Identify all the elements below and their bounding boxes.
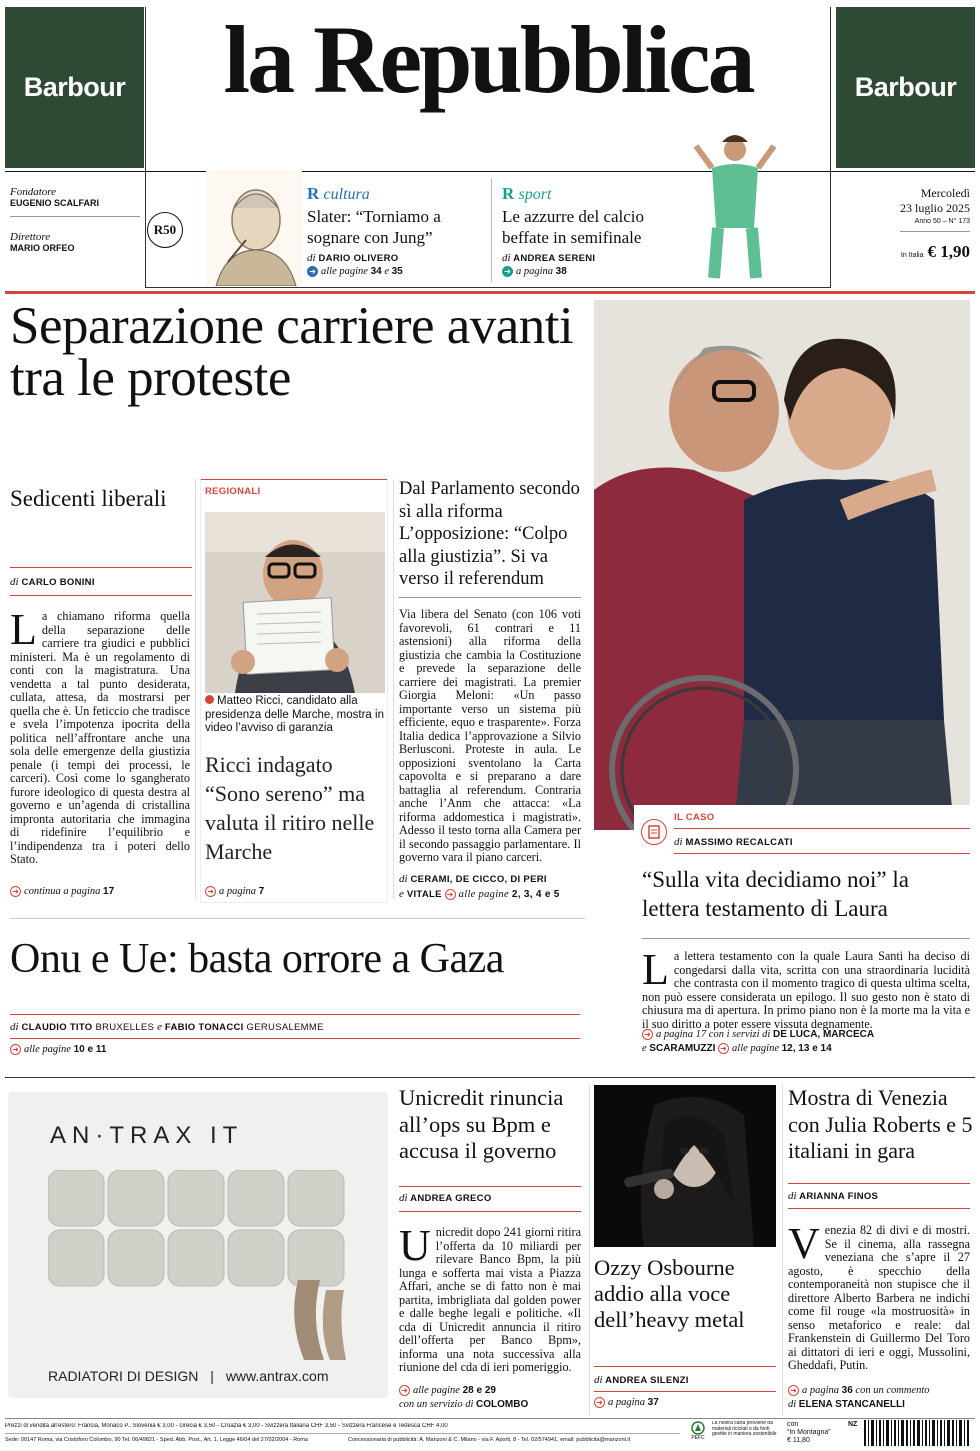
teaser-cultura-by: di: [307, 252, 316, 264]
ozzy-rule: [594, 1366, 776, 1367]
ozzy-ref[interactable]: [594, 1397, 659, 1408]
venezia-rule-2: [788, 1208, 970, 1209]
parl-divider: [399, 597, 581, 598]
venezia-ref-text: a pagina: [802, 1385, 840, 1396]
teaser-cultura-ref: alle pagine: [321, 266, 368, 277]
arrow-icon: ➜: [10, 1044, 21, 1055]
date: 23 luglio 2025: [899, 201, 970, 215]
caso-author: MASSIMO RECALCATI: [685, 837, 793, 848]
gaza-headline[interactable]: Onu e Ue: basta orrore a Gaza: [10, 936, 504, 982]
gaza-ref-text: alle pagine: [24, 1044, 71, 1055]
footer-pubblicita: Concessionaria di pubblicità: A. Manzoni & C. Milano - via F. Aporti, 8 - Tel. 02/574941, email: pubblicita@manzoni.it: [348, 1437, 631, 1443]
venezia-ref[interactable]: [788, 1384, 974, 1412]
parl-text: Via libera del Senato (con 106 voti favorevoli, 61 contrari e 11 astensioni) alla riforma della giustizia che cambia la Costituzione e prevede la separazione delle carriere dei magistrati. La premier Giorgia Meloni: «Un passo importante verso un sistema più efficiente, equo e trasparente». Forza Italia dedica l’approvazione a Silvio Berlusconi. Proteste in aula. Le opposizioni sventolano la Carta capovolta e si preparano a dare battaglia al referendum. Contraria anche l’Anm che attacca: «La riforma addomestica i magistrati». Adesso il testo torna alla Camera per il secondo passaggio parlamentare. Il governo vara il piano carceri.: [399, 608, 581, 864]
footballer-photo: [690, 128, 780, 286]
caso-label: IL CASO: [674, 812, 715, 823]
ricci-page: 7: [258, 886, 265, 897]
ricci-caption: [205, 695, 385, 736]
antrax-brand: AN·TRAX IT: [50, 1122, 244, 1149]
caso-body: a lettera testamento con la quale Laura Santi ha deciso di congedarsi dalla vita, scritta con una straordinaria lucidità che contrasta con il momento tragico di questa ultima scelta, non può essere considerata un epilogo. Il suo gesto non è stato di chiusura ma di apertura. In primo piano non è la morte ma la vita e il suo diritto a poter essere vissuta degnamente.: [642, 950, 970, 1030]
masthead-title: la Repubblica: [223, 6, 753, 113]
ozzy-author: ANDREA SILENZI: [605, 1375, 689, 1386]
caso-headline[interactable]: “Sulla vita decidiamo noi” la lettera testamento di Laura: [642, 867, 909, 921]
unicredit-author: ANDREA GRECO: [410, 1193, 492, 1204]
column-divider-1: [195, 479, 196, 899]
footer-prices: Prezzi di vendita all’estero: Francia, Monaco P., Slovenia € 3,00 - Grecia € 3,50 - Croazia € 3,00 - Svizzera Italiana CHF 3,50 - Svizzera Francese e Tedesca CHF 4,00: [5, 1423, 448, 1429]
teaser-cultura-page1: 34: [370, 266, 382, 277]
red-top-rule: [5, 291, 975, 294]
bottom-divider-2: [782, 1085, 783, 1415]
radiator-illustration: [48, 1170, 348, 1360]
gaza-ref[interactable]: [10, 1044, 106, 1055]
antrax-ad[interactable]: [8, 1092, 388, 1398]
middle-rule: [5, 1077, 975, 1078]
ricci-title[interactable]: Ricci indagato “Sono sereno” ma valuta il ritiro nelle Marche: [205, 752, 375, 864]
teaser-sport-by: di: [502, 252, 511, 264]
venezia-comment: con un commento: [855, 1385, 930, 1396]
antrax-sep: |: [210, 1368, 214, 1384]
ozzy-byline: [594, 1374, 689, 1386]
gaza-byline: [10, 1021, 324, 1033]
gaza-rule: [10, 1014, 580, 1015]
editorial-author: CARLO BONINI: [21, 577, 95, 588]
bottom-divider-1: [589, 1085, 590, 1415]
document-icon: [641, 819, 667, 845]
barcode: [862, 1420, 972, 1446]
editorial-page: 17: [103, 886, 115, 897]
gaza-rule-2: [10, 1038, 580, 1039]
arrow-icon: ➜: [788, 1385, 799, 1396]
arrow-icon: ➜: [594, 1397, 605, 1408]
barbour-ad-left[interactable]: Barbour: [5, 7, 144, 168]
section-sport: sport: [518, 186, 552, 203]
fondatore-name: EUGENIO SCALFARI: [10, 198, 100, 208]
parl-ref: alle pagine: [458, 889, 509, 900]
gaza-author2: FABIO TONACCI: [164, 1022, 244, 1033]
anno-number: Anno 50 – N° 173: [914, 218, 970, 225]
founder-block: [10, 186, 140, 253]
editorial-rule: [10, 567, 192, 568]
r-letter: R: [502, 184, 515, 203]
ozzy-by: di: [594, 1374, 603, 1386]
caso-ref[interactable]: [642, 1028, 972, 1056]
teaser-cultura-page2: 35: [391, 266, 403, 277]
editorial-continue[interactable]: [10, 886, 114, 897]
parl-by: di: [399, 873, 408, 885]
parl-pages: 2, 3, 4 e 5: [511, 889, 560, 900]
teaser-cultura-headline[interactable]: Slater: “Torniamo a sognare con Jung”: [307, 207, 441, 247]
ozzy-rule-2: [594, 1391, 776, 1392]
ricci-photo[interactable]: [205, 512, 385, 693]
caso-by: di: [674, 836, 683, 848]
unicredit-by: di: [399, 1192, 408, 1204]
parl-and: e: [399, 888, 404, 900]
caso-divider: [642, 938, 970, 939]
caso-ref2-pages: 12, 13 e 14: [781, 1043, 832, 1054]
caso-ref2-author: SCARAMUZZI: [649, 1043, 716, 1054]
date-divider: [900, 231, 970, 232]
caso-rule: [674, 828, 970, 829]
venezia-comment-by: di: [788, 1399, 797, 1410]
editorial-title[interactable]: Sedicenti liberali: [10, 486, 167, 511]
unicredit-pages: 28 e 29: [462, 1385, 496, 1396]
ozzy-page: 37: [647, 1397, 659, 1408]
pefc-text: PEFC: [691, 1435, 705, 1441]
gaza-and: e: [157, 1021, 162, 1033]
venezia-author: ARIANNA FINOS: [799, 1191, 879, 1202]
unicredit-dropcap: U: [399, 1226, 431, 1270]
teaser-cultura[interactable]: [307, 184, 487, 277]
teaser-divider: [491, 178, 492, 282]
lead-headline[interactable]: Separazione carriere avanti tra le proteste: [10, 297, 574, 407]
arrow-icon: ➜: [642, 1029, 653, 1040]
caso-rule-2: [674, 853, 970, 854]
editorial-text: [10, 610, 190, 885]
gaza-place2: GERUSALEMME: [246, 1022, 324, 1033]
teaser-sport-headline[interactable]: Le azzurre del calcio beffate in semifinale: [502, 207, 645, 247]
teaser-sport-ref: a pagina: [516, 266, 554, 277]
teaser-sport-author: ANDREA SERENI: [513, 253, 596, 264]
arrow-icon: ➜: [307, 266, 318, 277]
teaser-cultura-author: DARIO OLIVERO: [318, 253, 399, 264]
venezia-byline: [788, 1190, 878, 1202]
venezia-by: di: [788, 1190, 797, 1202]
unicredit-rule: [399, 1186, 581, 1187]
parl-byline: [399, 872, 583, 902]
masthead-divider: [5, 171, 975, 172]
venezia-dropcap: V: [788, 1224, 820, 1268]
parl-authors2: VITALE: [406, 889, 442, 900]
caso-ref1-authors: DE LUCA, MARCECA: [772, 1029, 875, 1040]
gaza-author1: CLAUDIO TITO: [21, 1022, 93, 1033]
r-letter: R: [307, 184, 320, 203]
editorial-by: di: [10, 576, 19, 588]
fondatore-label: Fondatore: [10, 186, 57, 198]
regionali-label: REGIONALI: [205, 486, 261, 497]
barbour-ad-right[interactable]: Barbour: [836, 7, 975, 168]
editorial-byline: [10, 576, 95, 588]
unicredit-service: con un servizio di: [399, 1399, 474, 1410]
antrax-tagline: RADIATORI DI DESIGN: [48, 1368, 199, 1384]
combo-con: con: [787, 1421, 799, 1428]
venezia-page: 36: [841, 1385, 853, 1396]
gaza-pages: 10 e 11: [73, 1044, 107, 1055]
ozzy-ref-text: a pagina: [608, 1397, 646, 1408]
teaser-sport[interactable]: [502, 184, 692, 277]
gaza-place1: BRUXELLES: [95, 1022, 155, 1033]
editorial-body: a chiamano riforma quella della separazione delle carriere tra giudici e pubblici ministeri. Ma è un regolamento di conti con la magistratura. Una vendetta a tal punto desiderata, cullata, attesa, da mostrarsi per quella che è. Un feticcio che tradisce e svela l’impotenza ipocrita della politica nell’affrontare anche una sola delle emergenze della giustizia penale (i tempi dei processi, le carceri). Così come lo sgangherato furore ideologico di questa destra al governo e un’agenda di cristallina impronta autoritaria che immagina di ridefinire l’equilibrio e l’indipendenza tra i poteri dello Stato.: [10, 610, 190, 866]
editorial-dropcap: L: [10, 610, 37, 654]
pefc-logo: [688, 1421, 708, 1445]
ricci-ref[interactable]: [205, 886, 264, 897]
price: € 1,90: [927, 242, 970, 261]
arrow-icon: ➜: [446, 890, 454, 900]
parl-authors: CERAMI, DE CICCO, DI PERI: [410, 874, 547, 885]
unicredit-ref-text: alle pagine: [413, 1385, 460, 1396]
founder-divider: [10, 216, 140, 217]
section-cultura: cultura: [323, 186, 370, 203]
slater-portrait: [206, 170, 302, 286]
ricci-caption-text: Matteo Ricci, candidato alla presidenza delle Marche, mostra in video l’avviso di garanzia: [205, 695, 384, 734]
editorial-continue-text: continua a pagina: [24, 886, 101, 897]
unicredit-body: nicredit dopo 241 giorni ritira l’offerta da 10 miliardi per rilevare Banco Bpm, la più lunga e sofferta mai vista a Piazza Affari, anche se di fatto non è mai partita, imbrigliata dal golden power e dalle beghe legali e politiche. «Il cda di Unicredit annuncia il ritiro dell’offerta per Banco Bpm», informa una nota successiva alla riunione del cda di ieri pomeriggio.: [399, 1226, 581, 1374]
venezia-body: enezia 82 di divi e di mostri. Se il cinema, alla rassegna veneziana che s’apre il 27 agosto, è specchio della contemporaneità non stupisce che il direttore Alberto Barbera ne indichi come fil rouge «la mostruosità» in senso metaforico e reale: dal Frankenstein di Guillermo Del Toro ai dittatori di ieri e oggi, Mussolini, Gheddafi, Putin.: [788, 1224, 970, 1372]
venezia-text: [788, 1224, 970, 1382]
direttore-label: Direttore: [10, 231, 51, 243]
caso-dropcap: L: [642, 950, 669, 994]
price-label: In Italia: [900, 252, 924, 259]
weekday: Mercoledì: [920, 186, 970, 200]
editorial-rule-2: [10, 595, 192, 596]
r50-logo: R50: [147, 212, 183, 248]
nz-code: NZ: [848, 1421, 858, 1428]
combo-price: € 11,80: [787, 1437, 810, 1444]
antrax-url[interactable]: www.antrax.com: [225, 1368, 329, 1384]
footer-rule: [5, 1418, 975, 1419]
caso-text: [642, 950, 970, 1030]
antrax-footer: [48, 1368, 329, 1384]
combo-title: “In Montagna”: [787, 1429, 831, 1436]
date-block: [840, 186, 970, 262]
ozzy-headline[interactable]: Ozzy Osbourne addio alla voce dell’heavy metal: [594, 1255, 745, 1332]
lead-bottom-rule: [10, 918, 585, 919]
teaser-sport-page: 38: [555, 266, 567, 277]
venezia-rule: [788, 1183, 970, 1184]
unicredit-text: [399, 1226, 581, 1384]
footer-inner-rule: [5, 1433, 680, 1434]
footer-sede: Sede: 00147 Roma, via Cristoforo Colombo, 90 Tel. 06/49821 - Sped. Abb. Post., Art. 1, Legge 46/04 del 27/02/2004 - Roma: [5, 1437, 308, 1443]
laura-photo[interactable]: [594, 300, 970, 830]
arrow-icon: ➜: [399, 1385, 410, 1396]
venezia-headline[interactable]: Mostra di Venezia con Julia Roberts e 5 italiani in gara: [788, 1085, 973, 1163]
caso-ref2: alle pagine: [732, 1043, 779, 1054]
unicredit-ref[interactable]: [399, 1384, 584, 1412]
arrow-icon: ➜: [502, 266, 513, 277]
unicredit-headline[interactable]: Unicredit rinuncia all’ops su Bpm e accusa il governo: [399, 1085, 564, 1163]
venezia-comment-author: ELENA STANCANELLI: [798, 1399, 905, 1410]
caso-ref1b: con i servizi di: [708, 1029, 771, 1040]
caso-byline: [674, 836, 793, 848]
gaza-by: di: [10, 1021, 19, 1033]
unicredit-service-author: COLOMBO: [476, 1399, 529, 1410]
ricci-ref-text: a pagina: [219, 886, 257, 897]
column-divider-2: [393, 479, 394, 899]
caso-ref2-and: e: [642, 1043, 647, 1054]
arrow-icon: ➜: [10, 886, 21, 897]
paper-note: La nostra carta proviene da materiali riciclati o da fonti gestite in maniera sostenibile: [712, 1421, 777, 1437]
arrow-icon: ➜: [718, 1043, 729, 1054]
arrow-icon: ➜: [205, 886, 216, 897]
teaser-cultura-and: e: [384, 266, 389, 277]
parl-title[interactable]: Dal Parlamento secondo sì alla riforma L’opposizione: “Colpo alla giustizia”. Si va verso il referendum: [399, 479, 580, 589]
ozzy-photo[interactable]: [594, 1085, 776, 1247]
direttore-name: MARIO ORFEO: [10, 243, 75, 253]
combo-offer: [787, 1421, 847, 1445]
unicredit-byline: [399, 1192, 492, 1204]
caption-dot-icon: [205, 695, 214, 704]
caso-ref1: a pagina 17: [656, 1029, 707, 1040]
unicredit-rule-2: [399, 1211, 581, 1212]
